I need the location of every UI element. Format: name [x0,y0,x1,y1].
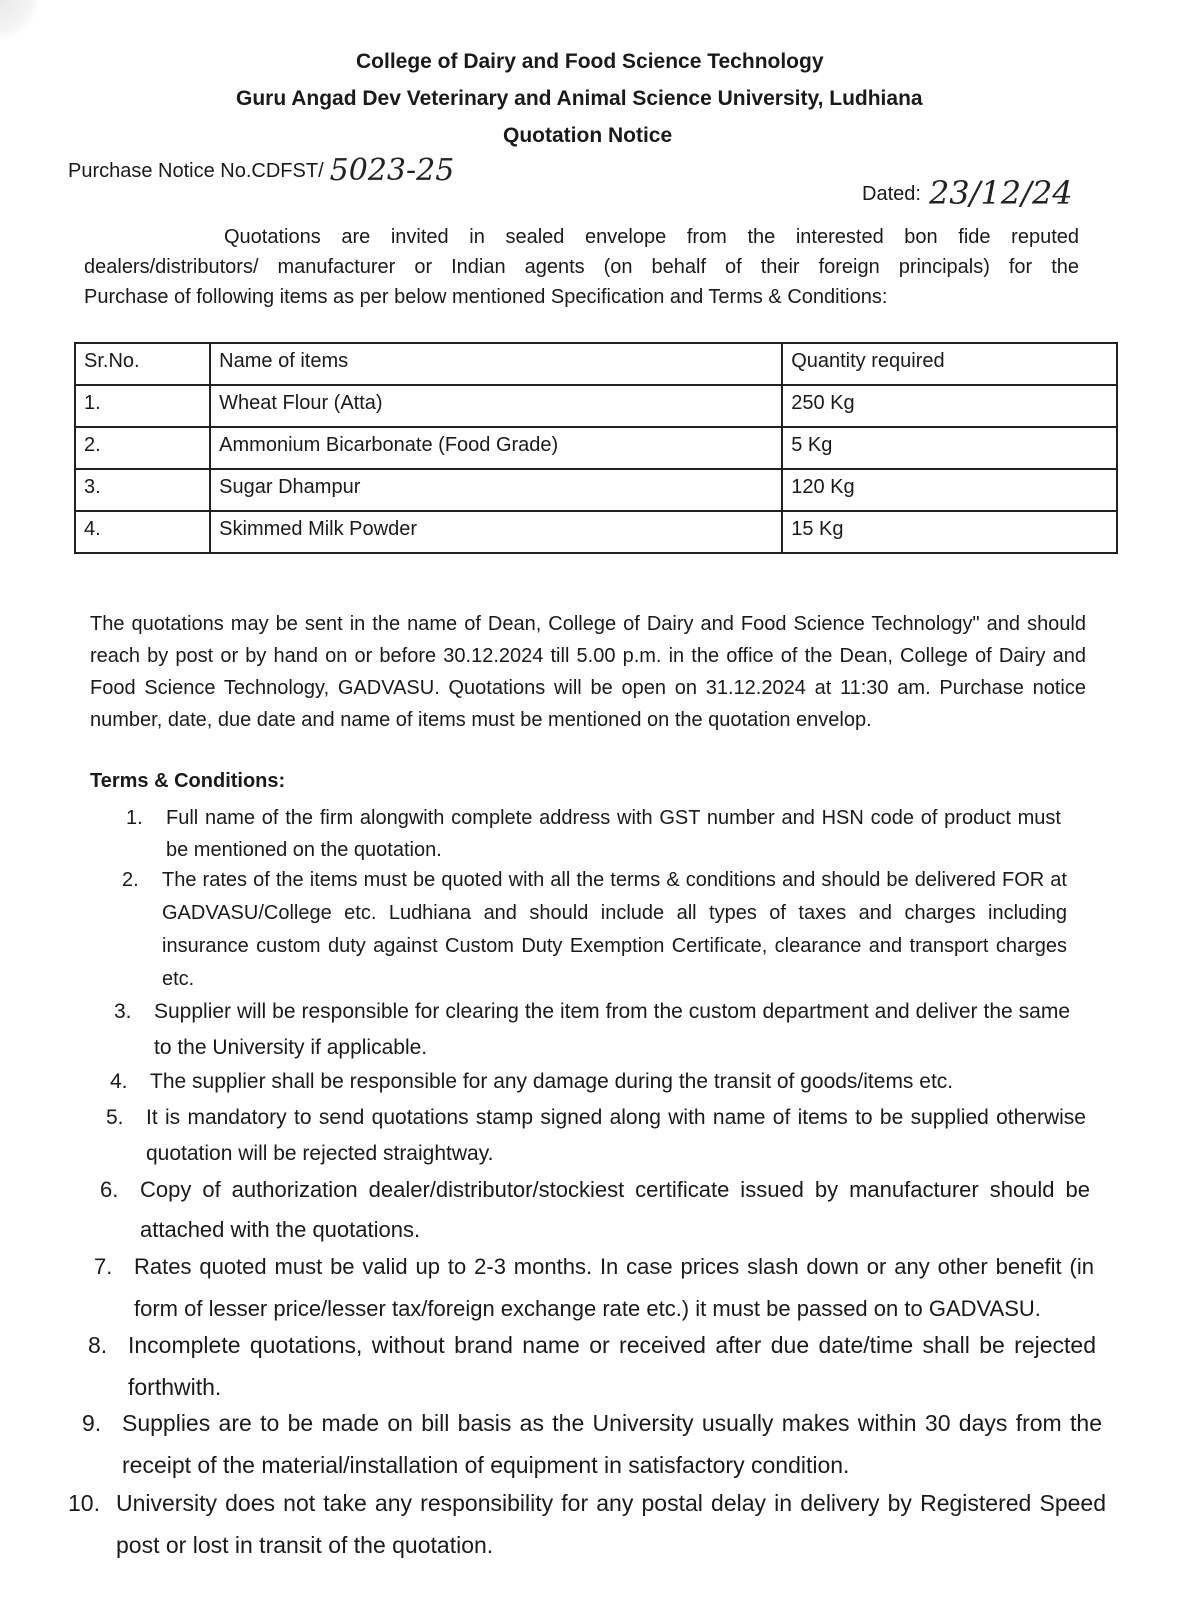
cell-sr-no: 1. [75,385,210,427]
cell-quantity: 120 Kg [782,469,1117,511]
term-text: Full name of the firm alongwith complete address with GST number and HSN code of product must be mentioned on the quotation. [166,807,1061,861]
document-title: Quotation Notice [503,124,673,147]
term-item [126,802,1061,866]
purchase-notice-number [68,150,455,188]
university-name: Guru Angad Dev Veterinary and Animal Science University, Ludhiana [236,87,923,110]
cell-item-name: Ammonium Bicarbonate (Food Grade) [210,427,782,469]
term-number: 4. [110,1070,128,1093]
cell-item-name: Wheat Flour (Atta) [210,385,782,427]
term-text: Copy of authorization dealer/distributor/stockiest certificate issued by manufacturer should be attached with the quotations. [140,1177,1090,1242]
term-number: 1. [126,807,143,829]
dated-label: Dated: [862,183,921,205]
table-row [75,511,1117,553]
term-number: 6. [100,1177,119,1202]
term-number: 2. [122,869,139,891]
cell-quantity: 15 Kg [782,511,1117,553]
term-number: 8. [88,1332,108,1358]
term-item [114,994,1070,1066]
term-item [68,1482,1106,1566]
term-item [122,864,1067,996]
cell-sr-no: 2. [75,427,210,469]
term-item [110,1064,1070,1100]
intro-line: Quotations are invited in sealed envelope from the interested bon fide reputed [224,226,1079,248]
term-text: The supplier shall be responsible for any damage during the transit of goods/items etc. [150,1070,954,1093]
table-header-row [75,343,1117,385]
term-text: Supplier will be responsible for clearing the item from the custom department and deliver the same to the University if applicable. [154,1000,1070,1059]
cell-quantity: 250 Kg [782,385,1117,427]
term-text: University does not take any responsibility for any postal delay in delivery by Registered Speed post or lost in transit of the quotation. [116,1490,1106,1558]
cell-quantity: 5 Kg [782,427,1117,469]
submission-paragraph: The quotations may be sent in the name of Dean, College of Dairy and Food Science Technology" and should reach by post or by hand on or before 30.12.2024 till 5.00 p.m. in the office of the Dean, College of Dairy and Food Science Technology, GADVASU. Quotations will be open on 31.12.2024 at 11:30 am. Purchase notice number, date, due date and name of items must be mentioned on the quotation envelop. [90,613,1086,731]
intro-line: dealers/distributors/ manufacturer or Indian agents (on behalf of their foreign principals) for the [84,256,1079,278]
terms-heading: Terms & Conditions: [90,770,286,792]
term-number: 3. [114,1000,132,1023]
items-table [74,342,1118,554]
dated-handwritten: 23/12/24 [928,174,1073,212]
header-sr-no: Sr.No. [75,343,210,385]
term-text: Supplies are to be made on bill basis as the University usually makes within 30 days from the receipt of the material/installation of equipment in satisfactory condition. [122,1410,1102,1478]
term-item [94,1246,1094,1330]
notice-date [862,170,1073,212]
intro-paragraph [84,222,1084,312]
term-text: Incomplete quotations, without brand name or received after due date/time shall be rejected forthwith. [128,1332,1096,1400]
cell-sr-no: 4. [75,511,210,553]
term-text: The rates of the items must be quoted with all the terms & conditions and should be delivered FOR at GADVASU/College etc. Ludhiana and should include all types of taxes and charges including insurance custom duty against Custom Duty Exemption Certificate, clearance and transport charges etc. [162,869,1067,990]
term-number: 7. [94,1254,113,1279]
term-item [100,1170,1090,1250]
term-number: 10. [68,1490,100,1516]
college-name: College of Dairy and Food Science Technology [356,50,824,73]
cell-item-name: Skimmed Milk Powder [210,511,782,553]
term-number: 9. [82,1410,102,1436]
term-item [88,1324,1096,1408]
page-corner-mark [0,0,40,40]
term-item [82,1402,1102,1486]
cell-item-name: Sugar Dhampur [210,469,782,511]
term-number: 5. [106,1106,124,1129]
header-quantity: Quantity required [782,343,1117,385]
term-text: It is mandatory to send quotations stamp signed along with name of items to be supplied otherwise quotation will be rejected straightway. [146,1106,1086,1165]
table-row [75,427,1117,469]
intro-line: Purchase of following items as per below mentioned Specification and Terms & Conditions: [84,286,888,308]
header-item-name: Name of items [210,343,782,385]
notice-label: Purchase Notice No.CDFST/ [68,160,324,182]
cell-sr-no: 3. [75,469,210,511]
notice-number-handwritten: 5023-25 [329,153,455,188]
term-text: Rates quoted must be valid up to 2-3 months. In case prices slash down or any other benefit (in form of lesser price/lesser tax/foreign exchange rate etc.) it must be passed on to GADVASU. [134,1254,1094,1321]
table-row [75,385,1117,427]
table-row [75,469,1117,511]
term-item [106,1100,1086,1172]
